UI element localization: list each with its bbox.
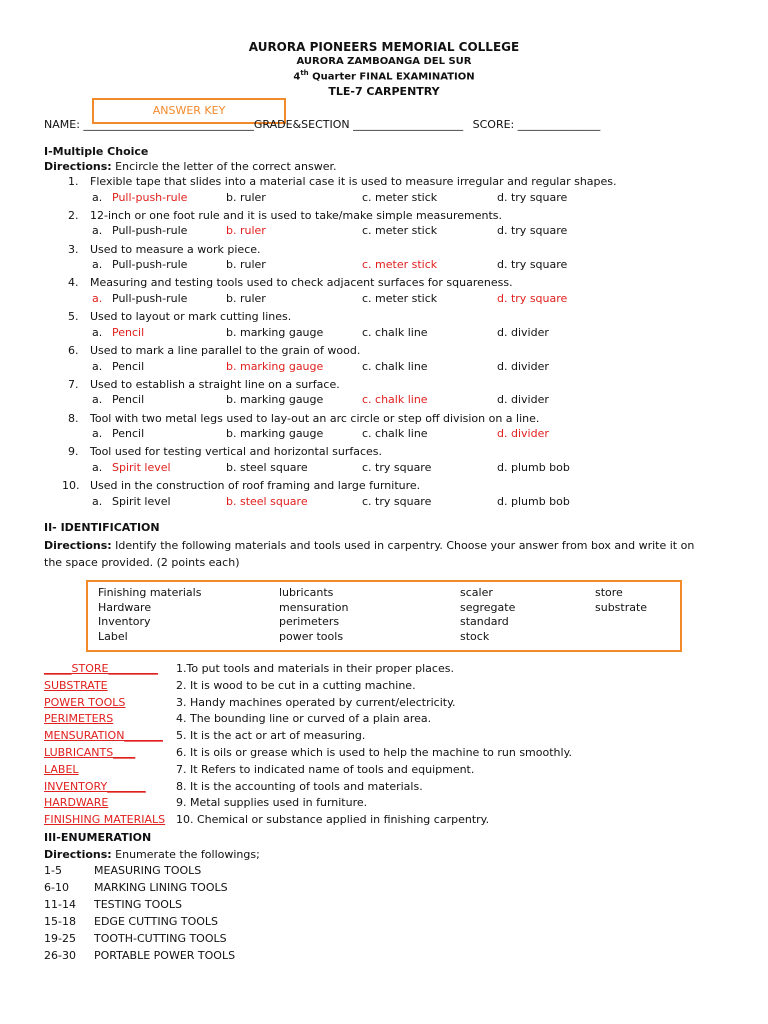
name-field: NAME: _______________________________ [44, 118, 254, 131]
part3-title: III-ENUMERATION [44, 831, 152, 844]
identification-answer: MENSURATION_______ [44, 729, 163, 743]
word-bank-entry: lubricants [279, 586, 334, 599]
enumeration-range: 19-25 [44, 932, 76, 945]
word-bank-entry: mensuration [279, 600, 349, 614]
question-text: Flexible tape that slides into a material case it is used to measure irregular and regular shapes. [90, 175, 617, 188]
subject-title: TLE-7 CARPENTRY [328, 85, 440, 98]
choice-option: b. marking gauge [226, 393, 324, 407]
grade-field: GRADE&SECTION ____________________ [253, 118, 464, 131]
choice-option: Pencil [112, 393, 145, 407]
word-bank-entry: Label [98, 629, 128, 643]
choice-option: b. marking gauge [226, 359, 324, 373]
choice-option: d. plumb bob [497, 494, 570, 508]
question-number: 10. [62, 479, 80, 493]
word-bank-entry: power tools [279, 629, 344, 643]
identification-text: 2. It is wood to be cut in a cutting machine. [176, 678, 416, 692]
choice-option: Spirit level [112, 494, 171, 508]
question-number: 9. [68, 445, 79, 459]
question-number: 7. [68, 377, 79, 391]
choice-option: a. [92, 325, 103, 339]
word-bank-entry: store [595, 586, 623, 599]
question-number: 8. [68, 411, 79, 425]
choice-option: Pencil [112, 427, 145, 441]
choice-option: b. ruler [226, 258, 266, 272]
student-line [44, 118, 600, 131]
choice-option: Pull-push-rule [112, 291, 188, 305]
question-text: Used to measure a work piece. [90, 242, 261, 256]
identification-text: 6. It is oils or grease which is used to help the machine to run smoothly. [176, 746, 573, 759]
identification-text: 4. The bounding line or curved of a plain area. [176, 712, 432, 726]
choice-option: a. [92, 393, 103, 407]
choice-option: c. chalk line [362, 359, 428, 373]
choice-option: b. ruler [226, 190, 266, 204]
choice-option: c. chalk line [362, 427, 428, 441]
word-bank-entry: Inventory [98, 615, 151, 629]
enumeration-range: 15-18 [44, 915, 76, 928]
enumeration-label: PORTABLE POWER TOOLS [94, 949, 236, 962]
part2-directions-line1: Directions: Identify the following materials and tools used in carpentry. Choose your answer from box and write it on [44, 539, 695, 552]
choice-option: a. [92, 258, 103, 272]
choice-option: d. plumb bob [497, 460, 570, 474]
part3-directions: Directions: Enumerate the followings; [44, 848, 260, 861]
choice-option: d. try square [497, 190, 568, 204]
choice-option: c. chalk line [362, 325, 428, 339]
question-number: 6. [68, 344, 79, 357]
word-bank-entry: Hardware [98, 600, 152, 614]
question-number: 1. [68, 175, 79, 188]
identification-text: 10. Chemical or substance applied in finishing carpentry. [176, 813, 490, 827]
enumeration-label: TESTING TOOLS [94, 898, 183, 911]
identification-answer: FINISHING MATERIALS [44, 813, 166, 827]
question-number: 2. [68, 208, 79, 222]
choice-option: a. [92, 427, 103, 441]
choice-option: Pull-push-rule [112, 258, 188, 272]
word-bank-entry: segregate [460, 600, 516, 614]
question-text: Used to establish a straight line on a surface. [90, 377, 340, 391]
choice-option: b. marking gauge [226, 427, 324, 441]
school-location: AURORA ZAMBOANGA DEL SUR [296, 56, 472, 67]
score-field: SCORE: _______________ [472, 118, 601, 131]
choice-option: c. meter stick [362, 291, 438, 305]
enumeration-label: MARKING LINING TOOLS [94, 881, 228, 894]
question-number: 4. [68, 276, 79, 290]
choice-option: Pencil [112, 325, 145, 339]
choice-option: Spirit level [112, 460, 171, 474]
question-number: 5. [68, 310, 79, 324]
choice-option: b. ruler [226, 291, 266, 305]
question-text: Used in the construction of roof framing and large furniture. [90, 479, 421, 493]
identification-answer: HARDWARE [44, 796, 109, 810]
enumeration-label: MEASURING TOOLS [94, 864, 202, 877]
school-name: AURORA PIONEERS MEMORIAL COLLEGE [248, 40, 520, 54]
enumeration-range: 26-30 [44, 949, 76, 962]
choice-option: Pencil [112, 359, 145, 373]
choice-option: a. [92, 190, 103, 204]
choice-option: a. [92, 291, 103, 305]
choice-option: b. marking gauge [226, 325, 324, 339]
question-number: 3. [68, 242, 79, 256]
identification-answer: _____STORE_________ [44, 662, 158, 675]
choice-option: Pull-push-rule [112, 190, 188, 204]
choice-option: d. divider [497, 427, 549, 441]
choice-option: c. try square [362, 494, 432, 508]
identification-answer: PERIMETERS [44, 712, 114, 726]
identification-answer: LUBRICANTS____ [44, 746, 136, 759]
identification-text: 7. It Refers to indicated name of tools and equipment. [176, 762, 475, 776]
choice-option: c. meter stick [362, 258, 438, 272]
question-text: Tool used for testing vertical and horizontal surfaces. [90, 445, 383, 459]
choice-option: d. divider [497, 393, 549, 407]
choice-option: d. try square [497, 258, 568, 272]
choice-option: d. try square [497, 224, 568, 238]
identification-answer: SUBSTRATE [44, 678, 108, 692]
part1-directions: Directions: Encircle the letter of the correct answer. [44, 160, 337, 173]
enumeration-range: 1-5 [44, 864, 62, 877]
enumeration-label: TOOTH-CUTTING TOOLS [94, 932, 227, 945]
choice-option: a. [92, 359, 103, 373]
choice-option: c. chalk line [362, 393, 428, 407]
identification-text: 8. It is the accounting of tools and materials. [176, 779, 423, 793]
choice-option: c. meter stick [362, 190, 438, 204]
identification-answer: POWER TOOLS [44, 695, 126, 709]
choice-option: b. steel square [226, 494, 308, 508]
identification-text: 9. Metal supplies used in furniture. [176, 796, 368, 810]
enumeration-range: 6-10 [44, 881, 69, 894]
identification-text: 5. It is the act or art of measuring. [176, 729, 366, 743]
choice-option: d. divider [497, 359, 549, 373]
choice-option: b. ruler [226, 224, 266, 238]
choice-option: d. divider [497, 325, 549, 339]
question-text: Used to layout or mark cutting lines. [90, 310, 292, 324]
word-bank-entry: stock [460, 629, 490, 643]
choice-option: d. try square [497, 291, 568, 305]
identification-answer: LABEL [44, 762, 79, 776]
word-bank-entry: substrate [595, 600, 648, 614]
part2-title: II- IDENTIFICATION [44, 521, 160, 534]
choice-option: c. meter stick [362, 224, 438, 238]
choice-option: a. [92, 460, 103, 474]
identification-text: 1.To put tools and materials in their proper places. [176, 662, 454, 675]
question-text: Measuring and testing tools used to check adjacent surfaces for squareness. [90, 276, 513, 290]
word-bank-entry: Finishing materials [98, 586, 202, 599]
choice-option: a. [92, 224, 103, 238]
part2-directions-line2: the space provided. (2 points each) [44, 556, 240, 569]
question-text: Used to mark a line parallel to the grain of wood. [90, 344, 361, 357]
enumeration-range: 11-14 [44, 898, 76, 911]
choice-option: c. try square [362, 460, 432, 474]
enumeration-label: EDGE CUTTING TOOLS [94, 915, 219, 928]
exam-title: 4th Quarter FINAL EXAMINATION [293, 69, 475, 83]
word-bank-entry: scaler [460, 586, 493, 599]
identification-answer: INVENTORY_______ [44, 779, 146, 793]
word-bank-entry: perimeters [279, 615, 340, 629]
choice-option: a. [92, 494, 103, 508]
word-bank-entry: standard [460, 615, 509, 629]
choice-option: b. steel square [226, 460, 308, 474]
part1-title: I-Multiple Choice [44, 145, 149, 158]
question-text: Tool with two metal legs used to lay-out an arc circle or step off division on a line. [90, 411, 540, 425]
choice-option: Pull-push-rule [112, 224, 188, 238]
identification-text: 3. Handy machines operated by current/electricity. [176, 695, 456, 709]
question-text: 12-inch or one foot rule and it is used to take/make simple measurements. [90, 208, 502, 222]
answer-key-label: ANSWER KEY [152, 104, 226, 117]
